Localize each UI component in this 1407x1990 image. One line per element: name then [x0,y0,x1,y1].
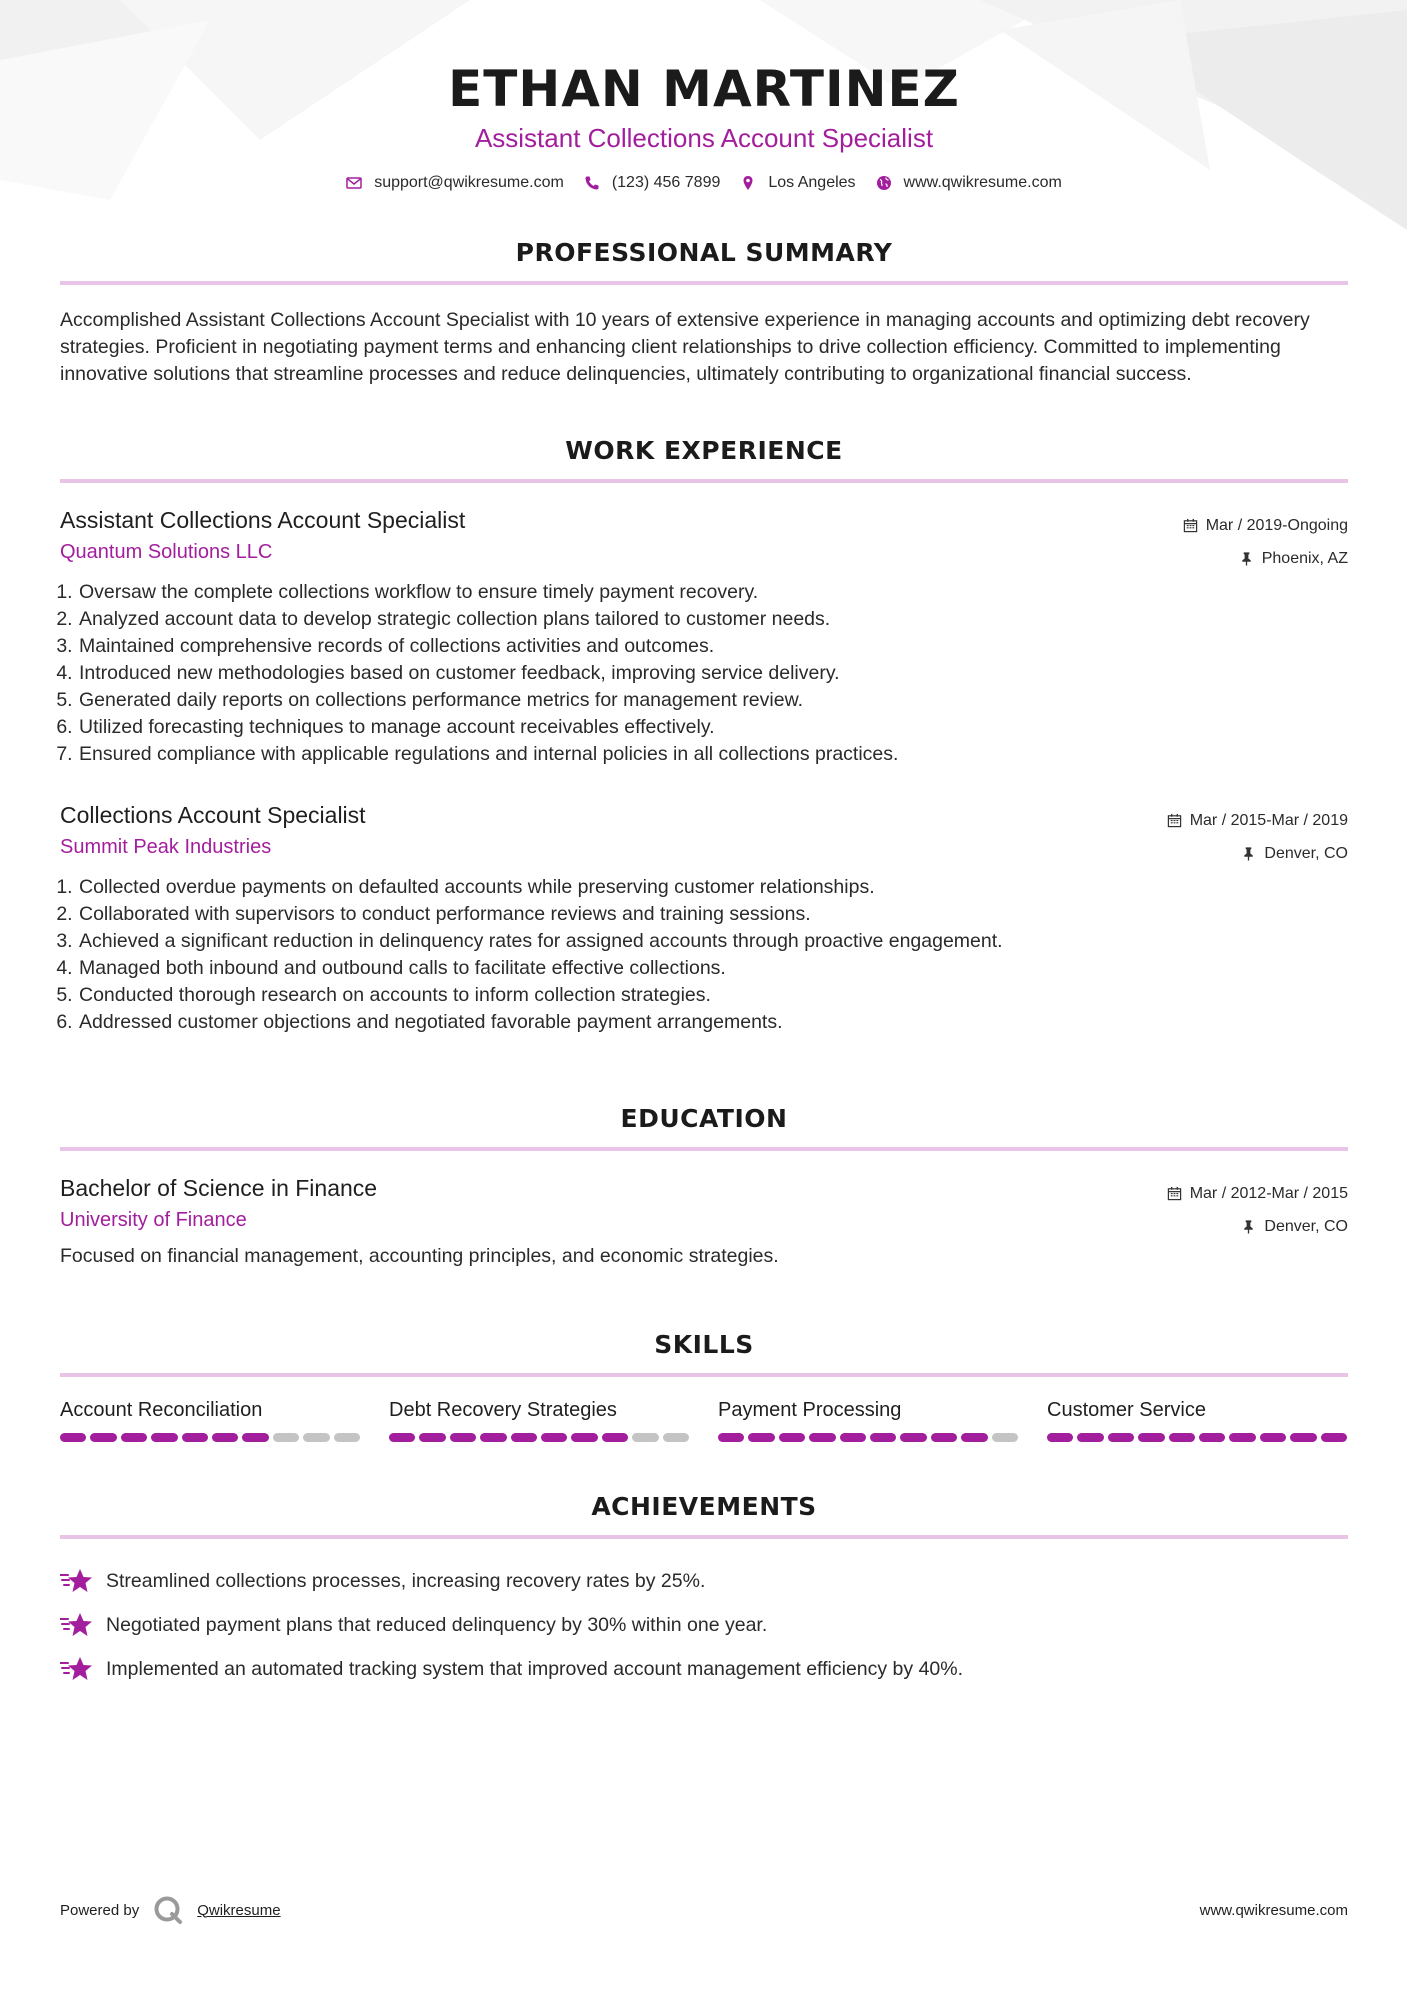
list-item: 1. Collected overdue payments on defaulted accounts while preserving customer relationships. [78,874,1348,901]
footer-website[interactable]: www.qwikresume.com [1199,1901,1348,1919]
skill-segment-filled [870,1433,896,1442]
skill-item [389,1397,689,1442]
powered-by [60,1895,281,1925]
list-item: 2. Collaborated with supervisors to conduct performance reviews and training sessions. [78,901,1348,928]
list-item: 6. Addressed customer objections and negotiated favorable payment arrangements. [78,1009,1348,1036]
section-divider [60,1147,1348,1151]
skill-item [1047,1397,1347,1442]
contact-website-text: www.qwikresume.com [903,174,1062,191]
section-divider [60,1373,1348,1377]
contact-website[interactable] [876,174,1062,192]
job-entry [60,800,1348,1036]
list-item: 4. Introduced new methodologies based on customer feedback, improving service delivery. [78,660,1348,687]
page-footer [60,1895,1348,1925]
education-location [1167,1210,1348,1243]
calendar-icon [1183,518,1198,533]
education-entry [60,1173,1348,1270]
skill-segment-empty [273,1433,299,1442]
section-divider [60,1535,1348,1539]
section-title-experience: WORK EXPERIENCE [565,436,843,465]
skill-segment-filled [242,1433,268,1442]
job-meta [1183,509,1348,575]
job-dates [1167,804,1348,837]
section-title-skills: SKILLS [654,1330,754,1359]
calendar-icon [1167,1186,1182,1201]
skill-segment-filled [90,1433,116,1442]
skill-segment-filled [931,1433,957,1442]
skill-level-bar [389,1433,689,1442]
pushpin-icon [1241,846,1256,861]
skill-name: Debt Recovery Strategies [389,1399,617,1421]
contact-location-text: Los Angeles [768,174,856,191]
skills-section [60,1330,1348,1442]
skill-segment-filled [1199,1433,1225,1442]
job-duties-list [60,579,1348,768]
skill-segment-filled [60,1433,86,1442]
list-item: 4. Managed both inbound and outbound calls to facilitate effective collections. [78,955,1348,982]
envelope-icon [346,175,362,191]
skill-segment-filled [1077,1433,1103,1442]
pushpin-icon [1241,1219,1256,1234]
skill-segment-filled [1260,1433,1286,1442]
job-location [1167,837,1348,870]
job-title: Collections Account Specialist [60,802,366,828]
job-title: Assistant Collections Account Specialist [60,507,466,533]
map-pin-icon [740,175,756,191]
education-dates-text: Mar / 2012-Mar / 2015 [1189,1184,1348,1202]
job-meta [1167,804,1348,870]
resume-header [60,0,1348,192]
skill-segment-filled [1138,1433,1164,1442]
job-duties-list [60,874,1348,1036]
skill-segment-filled [212,1433,238,1442]
skill-segment-filled [1108,1433,1134,1442]
skill-segment-filled [571,1433,597,1442]
list-item: 3. Achieved a significant reduction in delinquency rates for assigned accounts through proactive engagement. [78,928,1348,955]
job-dates [1183,509,1348,542]
phone-icon [584,175,600,191]
skill-segment-filled [450,1433,476,1442]
skill-segment-filled [511,1433,537,1442]
achievements-section [60,1492,1348,1691]
skill-segment-filled [1169,1433,1195,1442]
list-item: 6. Utilized forecasting techniques to manage account receivables effectively. [78,714,1348,741]
skill-segment-filled [840,1433,866,1442]
skill-segment-empty [663,1433,689,1442]
shooting-star-icon [60,1567,92,1595]
section-title-summary: PROFESSIONAL SUMMARY [515,238,893,267]
skill-segment-filled [602,1433,628,1442]
achievements-list [60,1559,1348,1691]
skill-name: Payment Processing [718,1399,902,1421]
job-entry [60,505,1348,768]
job-location-text: Phoenix, AZ [1261,549,1348,567]
skill-segment-filled [961,1433,987,1442]
achievement-text: Negotiated payment plans that reduced delinquency by 30% within one year. [106,1613,768,1636]
job-dates-text: Mar / 2015-Mar / 2019 [1189,811,1348,829]
skill-segment-filled [809,1433,835,1442]
skill-segment-filled [718,1433,744,1442]
skill-segment-empty [992,1433,1018,1442]
experience-section [60,436,1348,1036]
education-description: Focused on financial management, accounting principles, and economic strategies. [60,1245,779,1267]
skill-name: Account Reconciliation [60,1399,263,1421]
job-company: Quantum Solutions LLC [60,541,273,563]
list-item: 2. Analyzed account data to develop strategic collection plans tailored to customer needs. [78,606,1348,633]
summary-section [60,238,1348,388]
skills-row [60,1397,1348,1442]
skill-segment-filled [779,1433,805,1442]
section-title-education: EDUCATION [620,1104,788,1133]
contact-phone-text: (123) 456 7899 [611,174,721,191]
school-name: University of Finance [60,1209,247,1231]
education-section [60,1104,1348,1270]
job-dates-text: Mar / 2019-Ongoing [1205,516,1348,534]
list-item [60,1559,1348,1603]
skill-item [60,1397,360,1442]
skill-segment-filled [900,1433,926,1442]
achievement-text: Implemented an automated tracking system that improved account management efficiency by 40%. [106,1657,964,1680]
skill-segment-filled [1321,1433,1347,1442]
list-item: 1. Oversaw the complete collections workflow to ensure timely payment recovery. [78,579,1348,606]
list-item [60,1647,1348,1691]
education-dates [1167,1177,1348,1210]
list-item: 3. Maintained comprehensive records of collections activities and outcomes. [78,633,1348,660]
degree-title: Bachelor of Science in Finance [60,1175,378,1201]
contact-location [740,174,855,192]
skill-segment-filled [121,1433,147,1442]
skill-segment-filled [1290,1433,1316,1442]
skill-segment-filled [1047,1433,1073,1442]
contact-bar [60,174,1348,192]
shooting-star-icon [60,1655,92,1683]
skill-segment-filled [541,1433,567,1442]
education-meta [1167,1177,1348,1243]
skill-level-bar [1047,1433,1347,1442]
skill-name: Customer Service [1047,1399,1206,1421]
job-location-text: Denver, CO [1264,844,1348,862]
skill-segment-filled [182,1433,208,1442]
section-divider [60,281,1348,285]
job-location [1183,542,1348,575]
list-item: 5. Conducted thorough research on accounts to inform collection strategies. [78,982,1348,1009]
skill-segment-filled [389,1433,415,1442]
skill-segment-filled [419,1433,445,1442]
skill-segment-filled [480,1433,506,1442]
skill-segment-empty [632,1433,658,1442]
section-divider [60,479,1348,483]
job-company: Summit Peak Industries [60,836,272,858]
resume-page [60,0,1348,1691]
qwikresume-logo-icon [153,1895,183,1925]
education-location-text: Denver, CO [1264,1217,1348,1235]
globe-icon [876,175,892,191]
list-item: 7. Ensured compliance with applicable regulations and internal policies in all collections practices. [78,741,1348,768]
brand-link[interactable]: Qwikresume [197,1901,281,1919]
skill-level-bar [718,1433,1018,1442]
skill-segment-empty [334,1433,360,1442]
skill-item [718,1397,1018,1442]
skill-segment-filled [151,1433,177,1442]
skill-segment-empty [303,1433,329,1442]
candidate-name: ETHAN MARTINEZ [448,60,960,118]
achievement-text: Streamlined collections processes, increasing recovery rates by 25%. [106,1569,706,1592]
section-title-achievements: ACHIEVEMENTS [591,1492,817,1521]
shooting-star-icon [60,1611,92,1639]
list-item: 5. Generated daily reports on collections performance metrics for management review. [78,687,1348,714]
contact-email[interactable] [346,174,564,192]
calendar-icon [1167,813,1182,828]
contact-phone[interactable] [584,174,721,192]
skill-segment-filled [748,1433,774,1442]
pushpin-icon [1239,551,1254,566]
powered-by-label: Powered by [60,1901,140,1919]
candidate-role: Assistant Collections Account Specialist [474,123,934,153]
contact-email-text: support@qwikresume.com [374,174,564,191]
list-item [60,1603,1348,1647]
summary-text: Accomplished Assistant Collections Account Specialist with 10 years of extensive experience in managing accounts and optimizing debt recovery strategies. Proficient in negotiating payment terms and enhancing client relationships to drive collection efficiency. Committed to implementing innovative solutions that streamline processes and reduce delinquencies, ultimately contributing to organizational financial success. [60,309,1310,385]
skill-segment-filled [1229,1433,1255,1442]
skill-level-bar [60,1433,360,1442]
